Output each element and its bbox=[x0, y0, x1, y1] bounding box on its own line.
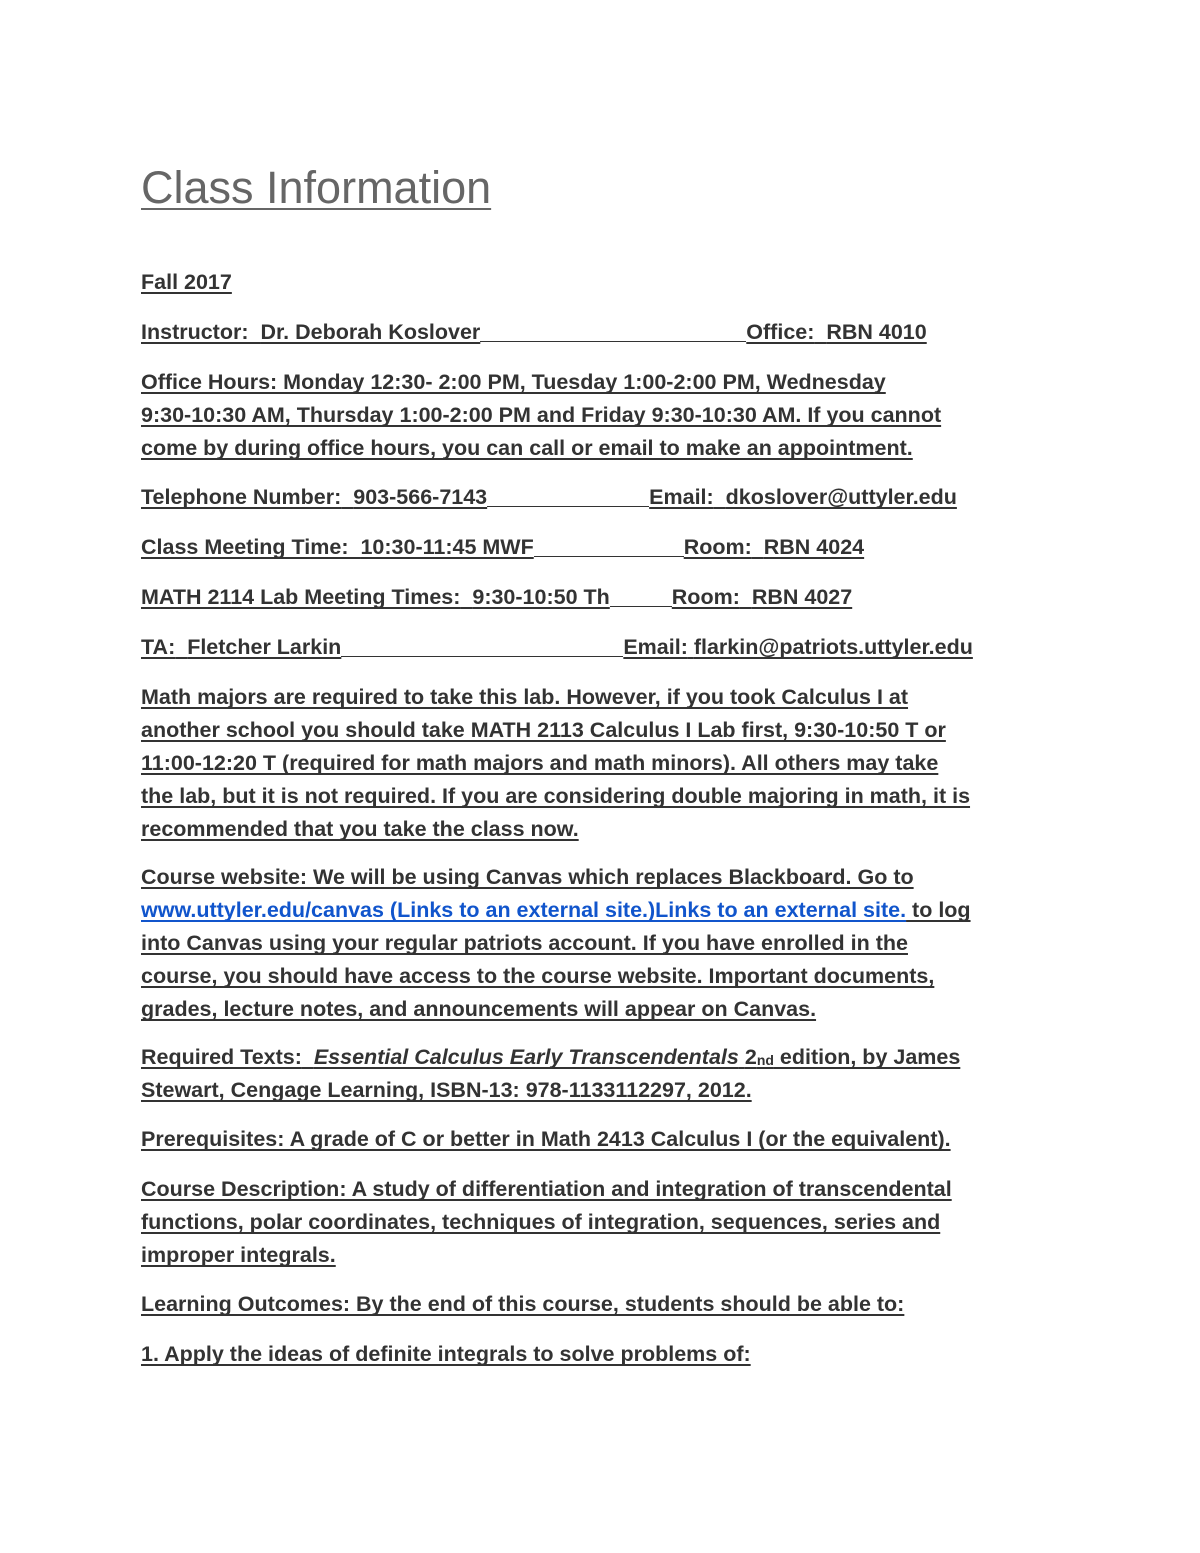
office-hours-line-1: Office Hours: Monday 12:30- 2:00 PM, Tuesday 1:00-2:00 PM, Wednesday bbox=[141, 370, 886, 394]
ta-email-label: Email: bbox=[623, 635, 688, 659]
lab-note-line-5: recommended that you take the class now. bbox=[141, 817, 579, 841]
ta-email: flarkin@patriots.uttyler.edu bbox=[693, 635, 973, 659]
lab-note-line-2: another school you should take MATH 2113 Calculus I Lab first, 9:30-10:50 T or bbox=[141, 718, 946, 742]
edition-after: edition, by James bbox=[773, 1045, 961, 1069]
instructor-line bbox=[141, 320, 927, 345]
ta-label: TA: bbox=[141, 635, 176, 659]
lab-room-label: Room: bbox=[671, 585, 740, 609]
underline-gap bbox=[534, 555, 684, 557]
website-line-3: into Canvas using your regular patriots account. If you have enrolled in the bbox=[141, 931, 908, 955]
website-line-5: grades, lecture notes, and announcements will appear on Canvas. bbox=[141, 997, 817, 1021]
lab-time: 9:30-10:50 Th bbox=[472, 585, 610, 609]
website-line-2 bbox=[141, 898, 971, 923]
lab-note-line-4: the lab, but it is not required. If you are considering double majoring in math, it is bbox=[141, 784, 971, 808]
lab-note-line-1: Math majors are required to take this lab. However, if you took Calculus I at bbox=[141, 685, 909, 709]
description-line-2: functions, polar coordinates, techniques of integration, sequences, series and bbox=[141, 1210, 941, 1234]
meeting-time: 10:30-11:45 MWF bbox=[360, 535, 534, 559]
edition-suffix: nd bbox=[756, 1052, 774, 1068]
instructor-email: dkoslover@uttyler.edu bbox=[725, 485, 957, 509]
lab-room: RBN 4027 bbox=[751, 585, 853, 609]
texts-line-1 bbox=[141, 1045, 960, 1070]
texts-line-2: Stewart, Cengage Learning, ISBN-13: 978-1133112297, 2012. bbox=[141, 1078, 752, 1102]
term: Fall 2017 bbox=[141, 270, 232, 294]
office-hours-line-2: 9:30-10:30 AM, Thursday 1:00-2:00 PM and Friday 9:30-10:30 AM. If you cannot bbox=[141, 403, 942, 427]
office-label: Office: bbox=[746, 320, 815, 344]
room-label: Room: bbox=[683, 535, 752, 559]
ta-name: Fletcher Larkin bbox=[187, 635, 342, 659]
lab-label: MATH 2114 Lab Meeting Times: bbox=[141, 585, 461, 609]
class-meeting-line bbox=[141, 535, 864, 560]
website-after-link: to log bbox=[906, 898, 971, 922]
underline-gap bbox=[480, 340, 746, 342]
website-line-1: Course website: We will be using Canvas which replaces Blackboard. Go to bbox=[141, 865, 914, 889]
edition-number: 2 bbox=[744, 1045, 757, 1069]
website-line-4: course, you should have access to the course website. Important documents, bbox=[141, 964, 935, 988]
texts-label: Required Texts: bbox=[141, 1045, 302, 1069]
instructor-label: Instructor: bbox=[141, 320, 249, 344]
description-line-3: improper integrals. bbox=[141, 1243, 336, 1267]
office-hours-line-3: come by during office hours, you can call or email to make an appointment. bbox=[141, 436, 913, 460]
phone-label: Telephone Number: bbox=[141, 485, 342, 509]
office-room: RBN 4010 bbox=[826, 320, 927, 344]
underline-gap bbox=[487, 505, 649, 507]
phone-number: 903-566-7143 bbox=[353, 485, 488, 509]
lab-note-line-3: 11:00-12:20 T (required for math majors and math minors). All others may take bbox=[141, 751, 939, 775]
ta-line bbox=[141, 635, 973, 660]
page-title: Class Information bbox=[141, 162, 492, 213]
book-title: Essential Calculus Early Transcendentals bbox=[313, 1045, 739, 1069]
underline-gap bbox=[610, 605, 672, 607]
prerequisites: Prerequisites: A grade of C or better in Math 2413 Calculus I (or the equivalent). bbox=[141, 1127, 951, 1151]
instructor-name: Dr. Deborah Koslover bbox=[260, 320, 481, 344]
contact-line bbox=[141, 485, 957, 510]
meeting-label: Class Meeting Time: bbox=[141, 535, 349, 559]
outcomes-item-1: 1. Apply the ideas of definite integrals to solve problems of: bbox=[141, 1342, 751, 1366]
canvas-link[interactable]: www.uttyler.edu/canvas (Links to an external site.)Links to an external site. bbox=[141, 898, 907, 922]
email-label: Email: bbox=[649, 485, 714, 509]
description-line-1: Course Description: A study of differentiation and integration of transcendental bbox=[141, 1177, 952, 1201]
underline-gap bbox=[341, 655, 623, 657]
meeting-room: RBN 4024 bbox=[763, 535, 865, 559]
outcomes-intro: Learning Outcomes: By the end of this course, students should be able to: bbox=[141, 1292, 905, 1316]
lab-meeting-line bbox=[141, 585, 852, 610]
